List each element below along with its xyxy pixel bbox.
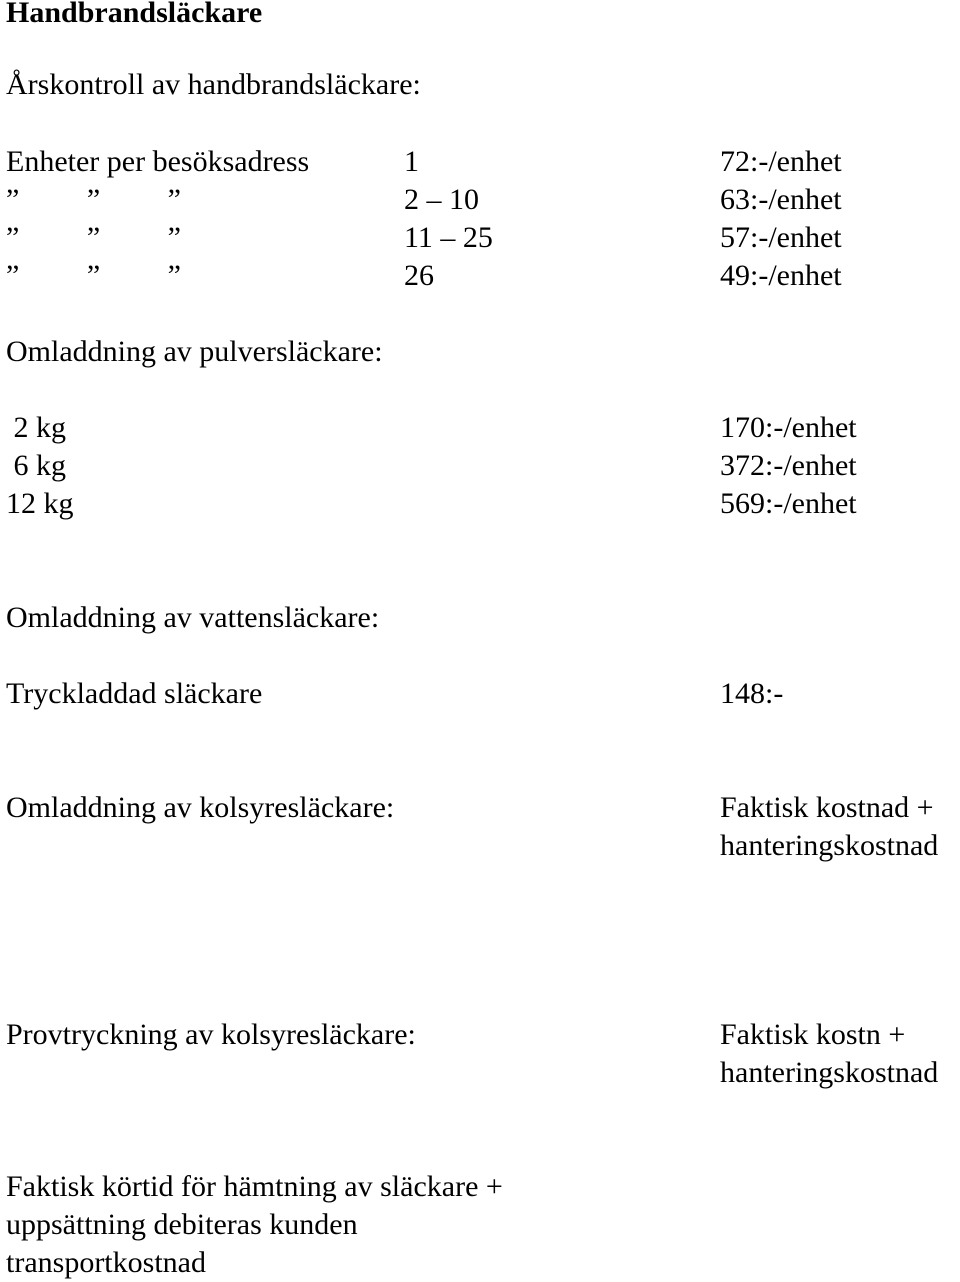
- annual-check-heading: Årskontroll av handbrandsläckare:: [6, 68, 421, 101]
- annual-row-price: 63:-/enhet: [720, 183, 842, 216]
- annual-row-range: 11 – 25: [404, 221, 493, 254]
- co2-recharge-cost-line2: hanteringskostnad: [720, 829, 939, 862]
- transport-note-line2: uppsättning debiteras kunden: [6, 1208, 358, 1241]
- transport-note-line1: Faktisk körtid för hämtning av släckare +: [6, 1170, 503, 1203]
- co2-recharge-cost-line1: Faktisk kostnad +: [720, 791, 934, 824]
- water-label: Tryckladdad släckare: [6, 677, 263, 710]
- co2-pressure-test-cost-line1: Faktisk kostn +: [720, 1018, 906, 1051]
- powder-row-size: 12 kg: [6, 487, 74, 520]
- powder-heading: Omladdning av pulversläckare:: [6, 335, 383, 368]
- powder-row-price: 569:-/enhet: [720, 487, 857, 520]
- annual-row-range: 26: [404, 259, 434, 292]
- co2-pressure-test-cost-line2: hanteringskostnad: [720, 1056, 939, 1089]
- annual-row-range: 1: [404, 145, 419, 178]
- powder-row-size: 2 kg: [6, 411, 66, 444]
- powder-row-size: 6 kg: [6, 449, 66, 482]
- annual-row-price: 57:-/enhet: [720, 221, 842, 254]
- annual-row-range: 2 – 10: [404, 183, 479, 216]
- annual-row-label: ” ” ”: [6, 259, 181, 292]
- water-price: 148:-: [720, 677, 784, 710]
- powder-row-price: 170:-/enhet: [720, 411, 857, 444]
- powder-row-price: 372:-/enhet: [720, 449, 857, 482]
- annual-row-label: Enheter per besöksadress: [6, 145, 310, 178]
- co2-recharge-label: Omladdning av kolsyresläckare:: [6, 791, 395, 824]
- annual-row-price: 49:-/enhet: [720, 259, 842, 292]
- annual-row-label: ” ” ”: [6, 183, 181, 216]
- co2-pressure-test-label: Provtryckning av kolsyresläckare:: [6, 1018, 416, 1051]
- page-title: Handbrandsläckare: [6, 0, 263, 29]
- annual-row-label: ” ” ”: [6, 221, 181, 254]
- transport-note-line3: transportkostnad: [6, 1246, 206, 1279]
- water-heading: Omladdning av vattensläckare:: [6, 601, 380, 634]
- annual-row-price: 72:-/enhet: [720, 145, 842, 178]
